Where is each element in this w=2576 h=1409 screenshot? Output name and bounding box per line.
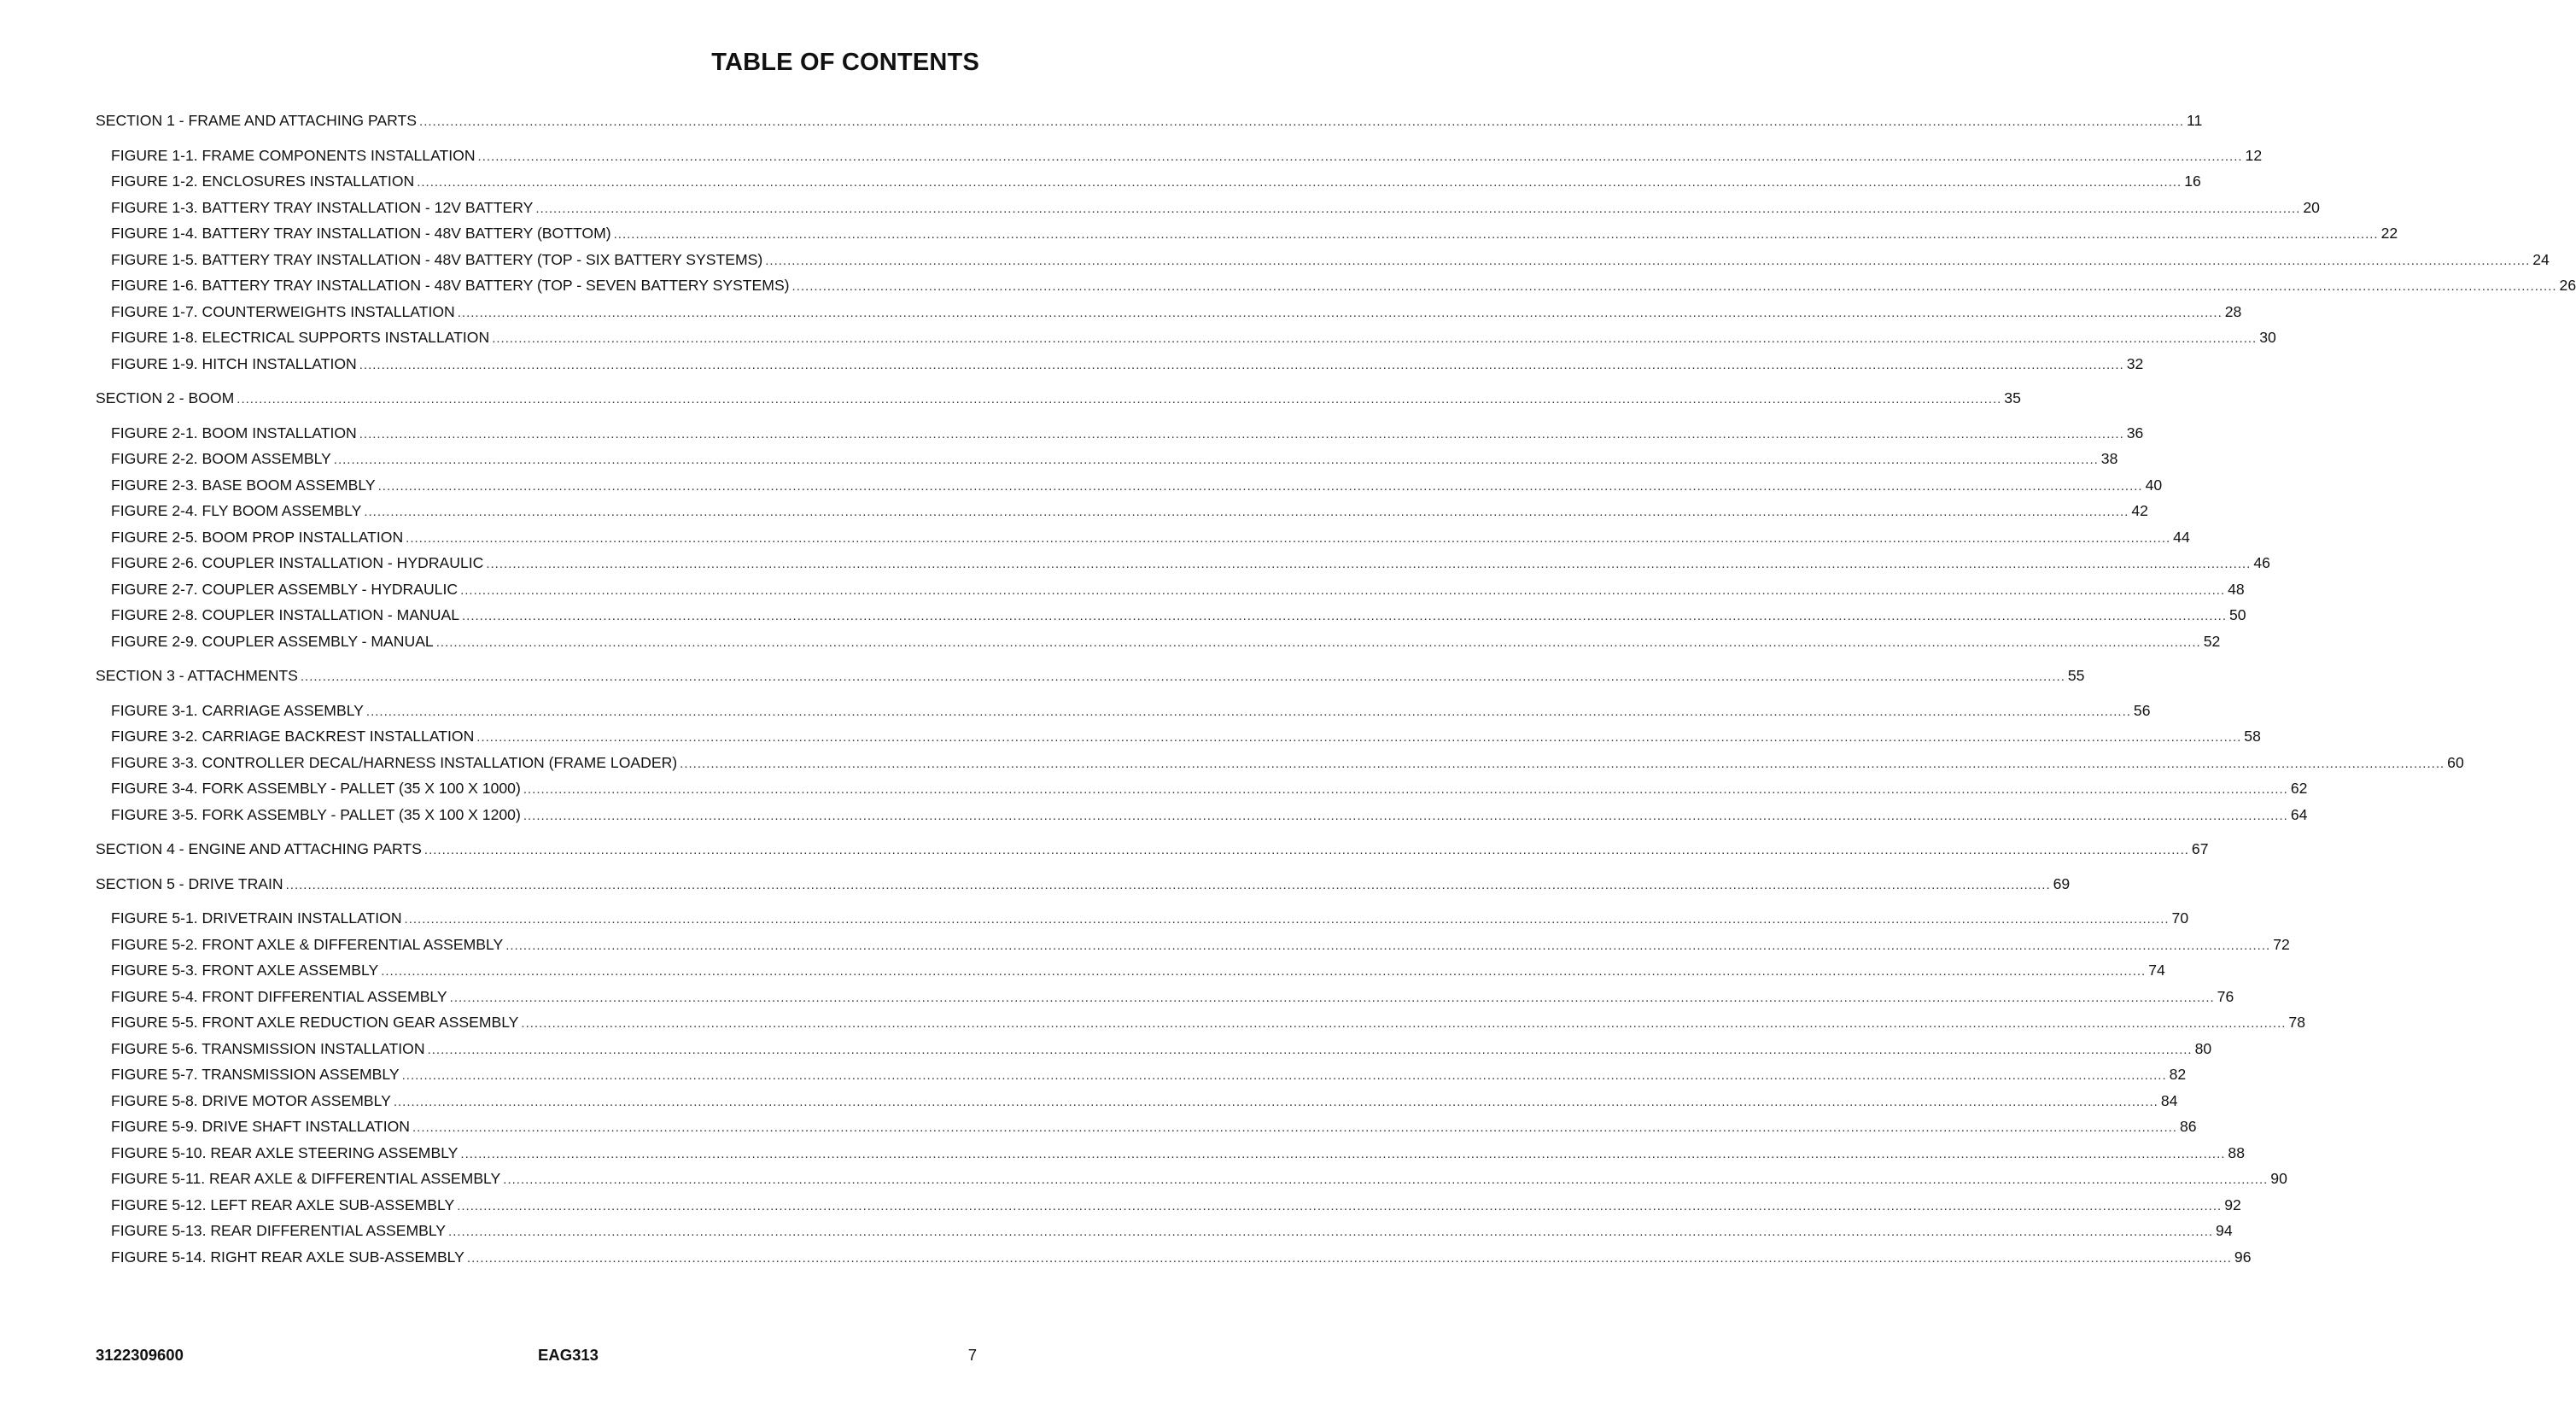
toc-entry-label: FIGURE 5-8. DRIVE MOTOR ASSEMBLY bbox=[111, 1092, 391, 1109]
toc-dot-leader: ................................................................................................................................................................................................................................................................................................................................................................................................................ bbox=[377, 479, 2143, 494]
toc-entry-label: FIGURE 5-7. TRANSMISSION ASSEMBLY bbox=[111, 1066, 400, 1083]
toc-entry-page: 46 bbox=[2253, 554, 2270, 571]
toc-entry-label: SECTION 3 - ATTACHMENTS bbox=[96, 667, 298, 684]
toc-entry-page: 76 bbox=[2217, 988, 2234, 1005]
toc-figure-entry[interactable] bbox=[111, 778, 2308, 798]
toc-entry-page: 58 bbox=[2244, 728, 2261, 745]
toc-entry-page: 80 bbox=[2194, 1040, 2212, 1057]
toc-dot-leader: ................................................................................................................................................................................................................................................................................................................................................................................................................ bbox=[462, 609, 2227, 623]
toc-dot-leader: ................................................................................................................................................................................................................................................................................................................................................................................................................ bbox=[359, 427, 2124, 441]
toc-entry-page: 20 bbox=[2303, 199, 2320, 216]
toc-entry-label: FIGURE 2-8. COUPLER INSTALLATION - MANUAL bbox=[111, 606, 459, 623]
toc-entry-label: FIGURE 5-4. FRONT DIFFERENTIAL ASSEMBLY bbox=[111, 988, 447, 1005]
toc-entry-label: FIGURE 5-11. REAR AXLE & DIFFERENTIAL ASSEMBLY bbox=[111, 1170, 501, 1187]
toc-entry-label: FIGURE 2-7. COUPLER ASSEMBLY - HYDRAULIC bbox=[111, 581, 459, 598]
toc-entry-page: 42 bbox=[2131, 502, 2148, 519]
toc-entry-label: SECTION 5 - DRIVE TRAIN bbox=[96, 875, 283, 892]
toc-dot-leader: ................................................................................................................................................................................................................................................................................................................................................................................................................ bbox=[791, 279, 2557, 294]
toc-dot-leader: ................................................................................................................................................................................................................................................................................................................................................................................................................ bbox=[680, 757, 2445, 771]
toc-figure-entry[interactable] bbox=[111, 726, 2261, 746]
toc-entry-label: SECTION 2 - BOOM bbox=[96, 389, 235, 406]
toc-entry-label: FIGURE 1-3. BATTERY TRAY INSTALLATION - 12V BATTERY bbox=[111, 199, 534, 216]
toc-dot-leader: ................................................................................................................................................................................................................................................................................................................................................................................................................ bbox=[457, 1199, 2223, 1213]
toc-dot-leader: ................................................................................................................................................................................................................................................................................................................................................................................................................ bbox=[765, 254, 2531, 268]
toc-figure-entry[interactable] bbox=[111, 448, 2118, 469]
toc-entry-page: 96 bbox=[2234, 1248, 2252, 1266]
toc-entry-label: FIGURE 2-2. BOOM ASSEMBLY bbox=[111, 450, 331, 467]
toc-dot-leader: ................................................................................................................................................................................................................................................................................................................................................................................................................ bbox=[492, 331, 2258, 346]
toc-entry-page: 16 bbox=[2184, 172, 2201, 190]
toc-figure-entry[interactable] bbox=[111, 605, 2246, 625]
toc-figure-entry[interactable] bbox=[111, 960, 2165, 980]
toc-entry-page: 52 bbox=[2203, 633, 2221, 650]
toc-entry-page: 22 bbox=[2380, 225, 2398, 242]
toc-section-entry[interactable] bbox=[96, 110, 2203, 131]
toc-entry-label: FIGURE 2-4. FLY BOOM ASSEMBLY bbox=[111, 502, 362, 519]
toc-figure-entry[interactable] bbox=[111, 1064, 2187, 1085]
toc-figure-entry[interactable] bbox=[111, 500, 2148, 521]
toc-figure-entry[interactable] bbox=[111, 301, 2242, 322]
toc-dot-leader: ................................................................................................................................................................................................................................................................................................................................................................................................................ bbox=[477, 149, 2243, 164]
toc-entry-label: FIGURE 3-1. CARRIAGE ASSEMBLY bbox=[111, 702, 364, 719]
toc-dot-leader: ................................................................................................................................................................................................................................................................................................................................................................................................................ bbox=[285, 878, 2051, 892]
toc-entry-label: FIGURE 2-9. COUPLER ASSEMBLY - MANUAL bbox=[111, 633, 434, 650]
toc-entry-page: 12 bbox=[2245, 147, 2263, 164]
toc-entry-label: FIGURE 5-2. FRONT AXLE & DIFFERENTIAL ASSEMBLY bbox=[111, 936, 504, 953]
toc-entry-page: 36 bbox=[2126, 424, 2144, 441]
toc-figure-entry[interactable] bbox=[111, 354, 2144, 374]
toc-entry-label: FIGURE 5-6. TRANSMISSION INSTALLATION bbox=[111, 1040, 425, 1057]
toc-section-entry[interactable] bbox=[96, 874, 2071, 894]
toc-entry-page: 64 bbox=[2290, 806, 2308, 823]
toc-entry-page: 48 bbox=[2228, 581, 2245, 598]
toc-figure-entry[interactable] bbox=[111, 223, 2398, 243]
toc-entry-page: 40 bbox=[2145, 476, 2163, 494]
toc-entry-label: FIGURE 3-2. CARRIAGE BACKREST INSTALLATION bbox=[111, 728, 475, 745]
toc-entry-page: 35 bbox=[2004, 389, 2021, 406]
toc-dot-leader: ................................................................................................................................................................................................................................................................................................................................................................................................................ bbox=[503, 1172, 2269, 1187]
toc-entry-page: 94 bbox=[2216, 1222, 2233, 1239]
toc-figure-entry[interactable] bbox=[111, 145, 2263, 166]
toc-figure-entry[interactable] bbox=[111, 908, 2189, 928]
toc-entry-page: 88 bbox=[2228, 1144, 2245, 1161]
toc-dot-leader: ................................................................................................................................................................................................................................................................................................................................................................................................................ bbox=[523, 809, 2288, 823]
toc-dot-leader: ................................................................................................................................................................................................................................................................................................................................................................................................................ bbox=[401, 1068, 2167, 1083]
toc-dot-leader: ................................................................................................................................................................................................................................................................................................................................................................................................................ bbox=[521, 1016, 2287, 1031]
toc-dot-leader: ................................................................................................................................................................................................................................................................................................................................................................................................................ bbox=[505, 938, 2271, 953]
toc-dot-leader: ................................................................................................................................................................................................................................................................................................................................................................................................................ bbox=[333, 453, 2099, 467]
toc-dot-leader: ................................................................................................................................................................................................................................................................................................................................................................................................................ bbox=[393, 1095, 2158, 1109]
toc-entry-page: 90 bbox=[2270, 1170, 2287, 1187]
toc-figure-entry[interactable] bbox=[111, 171, 2201, 191]
toc-figure-entry[interactable] bbox=[111, 527, 2190, 547]
toc-entry-page: 70 bbox=[2171, 909, 2189, 927]
toc-dot-leader: ................................................................................................................................................................................................................................................................................................................................................................................................................ bbox=[365, 704, 2131, 719]
toc-section-entry[interactable] bbox=[96, 388, 2021, 408]
toc-dot-leader: ................................................................................................................................................................................................................................................................................................................................................................................................................ bbox=[460, 1147, 2226, 1161]
toc-dot-leader: ................................................................................................................................................................................................................................................................................................................................................................................................................ bbox=[435, 635, 2201, 650]
toc-entry-label: FIGURE 1-6. BATTERY TRAY INSTALLATION - 48V BATTERY (TOP - SEVEN BATTERY SYSTEMS) bbox=[111, 277, 790, 294]
toc-entry-page: 38 bbox=[2100, 450, 2118, 467]
toc-dot-leader: ................................................................................................................................................................................................................................................................................................................................................................................................................ bbox=[535, 202, 2301, 216]
toc-entry-label: FIGURE 2-3. BASE BOOM ASSEMBLY bbox=[111, 476, 376, 494]
toc-entry-label: FIGURE 1-8. ELECTRICAL SUPPORTS INSTALLATION bbox=[111, 329, 490, 346]
toc-entry-page: 69 bbox=[2053, 875, 2071, 892]
toc-entry-label: FIGURE 5-10. REAR AXLE STEERING ASSEMBLY bbox=[111, 1144, 459, 1161]
footer-page-number: 7 bbox=[967, 1346, 977, 1364]
toc-entry-page: 62 bbox=[2290, 780, 2308, 797]
toc-entry-label: FIGURE 1-4. BATTERY TRAY INSTALLATION - 48V BATTERY (BOTTOM) bbox=[111, 225, 611, 242]
toc-figure-entry[interactable] bbox=[111, 1012, 2305, 1032]
toc-entry-page: 24 bbox=[2532, 251, 2550, 268]
toc-figure-entry[interactable] bbox=[111, 752, 2464, 773]
toc-entry-page: 30 bbox=[2259, 329, 2276, 346]
toc-figure-entry[interactable] bbox=[111, 804, 2308, 825]
toc-dot-leader: ................................................................................................................................................................................................................................................................................................................................................................................................................ bbox=[404, 912, 2170, 927]
toc-figure-entry[interactable] bbox=[111, 475, 2163, 495]
footer-model: EAG313 bbox=[538, 1346, 599, 1364]
toc-dot-leader: ................................................................................................................................................................................................................................................................................................................................................................................................................ bbox=[427, 1043, 2193, 1057]
toc-entry-page: 84 bbox=[2160, 1092, 2178, 1109]
toc-dot-leader: ................................................................................................................................................................................................................................................................................................................................................................................................................ bbox=[300, 669, 2065, 684]
toc-entry-label: FIGURE 5-5. FRONT AXLE REDUCTION GEAR ASSEMBLY bbox=[111, 1014, 519, 1031]
toc-entry-page: 67 bbox=[2191, 840, 2209, 857]
toc-entry-label: FIGURE 3-5. FORK ASSEMBLY - PALLET (35 X 100 X 1200) bbox=[111, 806, 521, 823]
toc-entry-label: FIGURE 3-3. CONTROLLER DECAL/HARNESS INSTALLATION (FRAME LOADER) bbox=[111, 754, 678, 771]
toc-figure-entry[interactable] bbox=[111, 197, 2320, 218]
toc-entry-page: 55 bbox=[2067, 667, 2085, 684]
toc-entry-label: FIGURE 1-2. ENCLOSURES INSTALLATION bbox=[111, 172, 415, 190]
toc-entry-label: FIGURE 1-1. FRAME COMPONENTS INSTALLATION bbox=[111, 147, 476, 164]
toc-figure-entry[interactable] bbox=[111, 1195, 2241, 1215]
page-title: TABLE OF CONTENTS bbox=[711, 49, 979, 76]
toc-figure-entry[interactable] bbox=[111, 934, 2290, 955]
toc-dot-leader: ................................................................................................................................................................................................................................................................................................................................................................................................................ bbox=[423, 843, 2189, 857]
toc-entry-page: 32 bbox=[2126, 355, 2144, 372]
toc-entry-label: FIGURE 5-14. RIGHT REAR AXLE SUB-ASSEMBLY bbox=[111, 1248, 464, 1266]
toc-entry-label: FIGURE 3-4. FORK ASSEMBLY - PALLET (35 X 100 X 1000) bbox=[111, 780, 521, 797]
toc-figure-entry[interactable] bbox=[111, 1038, 2212, 1059]
toc-figure-entry[interactable] bbox=[111, 423, 2144, 443]
toc-dot-leader: ................................................................................................................................................................................................................................................................................................................................................................................................................ bbox=[613, 227, 2379, 242]
toc-entry-page: 44 bbox=[2173, 529, 2190, 546]
toc-entry-page: 28 bbox=[2224, 303, 2242, 320]
toc-figure-entry[interactable] bbox=[111, 1220, 2233, 1241]
footer-doc-number: 3122309600 bbox=[96, 1346, 184, 1364]
toc-entry-page: 82 bbox=[2169, 1066, 2187, 1083]
toc-entry-label: FIGURE 1-5. BATTERY TRAY INSTALLATION - 48V BATTERY (TOP - SIX BATTERY SYSTEMS) bbox=[111, 251, 763, 268]
toc-entry-page: 56 bbox=[2133, 702, 2151, 719]
toc-entry-label: FIGURE 5-1. DRIVETRAIN INSTALLATION bbox=[111, 909, 402, 927]
toc-entry-label: SECTION 1 - FRAME AND ATTACHING PARTS bbox=[96, 112, 418, 129]
toc-dot-leader: ................................................................................................................................................................................................................................................................................................................................................................................................................ bbox=[359, 358, 2124, 372]
toc-entry-page: 92 bbox=[2224, 1196, 2241, 1213]
toc-dot-leader: ................................................................................................................................................................................................................................................................................................................................................................................................................ bbox=[466, 1251, 2232, 1266]
toc-entry-page: 86 bbox=[2179, 1118, 2197, 1135]
toc-dot-leader: ................................................................................................................................................................................................................................................................................................................................................................................................................ bbox=[476, 730, 2242, 745]
toc-figure-entry[interactable] bbox=[111, 700, 2151, 721]
toc-figure-entry[interactable] bbox=[111, 552, 2270, 573]
toc-entry-label: FIGURE 5-12. LEFT REAR AXLE SUB-ASSEMBLY bbox=[111, 1196, 455, 1213]
toc-figure-entry[interactable] bbox=[111, 327, 2276, 348]
toc-figure-entry[interactable] bbox=[111, 1116, 2197, 1137]
toc-dot-leader: ................................................................................................................................................................................................................................................................................................................................................................................................................ bbox=[364, 505, 2129, 519]
toc-entry-page: 60 bbox=[2447, 754, 2464, 771]
toc-entry-label: FIGURE 1-9. HITCH INSTALLATION bbox=[111, 355, 357, 372]
toc-dot-leader: ................................................................................................................................................................................................................................................................................................................................................................................................................ bbox=[412, 1120, 2177, 1135]
toc-entry-page: 72 bbox=[2273, 936, 2290, 953]
toc-figure-entry[interactable] bbox=[111, 275, 2576, 295]
toc-dot-leader: ................................................................................................................................................................................................................................................................................................................................................................................................................ bbox=[460, 583, 2226, 598]
toc-dot-leader: ................................................................................................................................................................................................................................................................................................................................................................................................................ bbox=[381, 964, 2147, 979]
toc-figure-entry[interactable] bbox=[111, 1090, 2178, 1111]
toc-dot-leader: ................................................................................................................................................................................................................................................................................................................................................................................................................ bbox=[457, 306, 2223, 320]
toc-figure-entry[interactable] bbox=[111, 631, 2221, 652]
toc-figure-entry[interactable] bbox=[111, 1168, 2287, 1189]
toc-section-entry[interactable] bbox=[96, 665, 2085, 686]
toc-dot-leader: ................................................................................................................................................................................................................................................................................................................................................................................................................ bbox=[237, 392, 2002, 406]
toc-dot-leader: ................................................................................................................................................................................................................................................................................................................................................................................................................ bbox=[449, 991, 2215, 1005]
toc-figure-entry[interactable] bbox=[111, 1247, 2252, 1267]
toc-dot-leader: ................................................................................................................................................................................................................................................................................................................................................................................................................ bbox=[486, 557, 2252, 571]
toc-entry-label: FIGURE 2-5. BOOM PROP INSTALLATION bbox=[111, 529, 404, 546]
toc-dot-leader: ................................................................................................................................................................................................................................................................................................................................................................................................................ bbox=[406, 531, 2171, 546]
toc-entry-page: 50 bbox=[2229, 606, 2246, 623]
toc-dot-leader: ................................................................................................................................................................................................................................................................................................................................................................................................................ bbox=[417, 175, 2182, 190]
toc-entry-label: FIGURE 5-13. REAR DIFFERENTIAL ASSEMBLY bbox=[111, 1222, 447, 1239]
toc-entry-label: SECTION 4 - ENGINE AND ATTACHING PARTS bbox=[96, 840, 422, 857]
toc-section-entry[interactable] bbox=[96, 839, 2209, 859]
toc-entry-label: FIGURE 5-3. FRONT AXLE ASSEMBLY bbox=[111, 962, 379, 979]
toc-figure-entry[interactable] bbox=[111, 249, 2550, 270]
toc-entry-label: FIGURE 2-6. COUPLER INSTALLATION - HYDRAULIC bbox=[111, 554, 484, 571]
toc-entry-label: FIGURE 2-1. BOOM INSTALLATION bbox=[111, 424, 357, 441]
toc-figure-entry[interactable] bbox=[111, 579, 2245, 599]
toc-entry-page: 11 bbox=[2187, 112, 2203, 129]
toc-dot-leader: ................................................................................................................................................................................................................................................................................................................................................................................................................ bbox=[448, 1225, 2214, 1239]
toc-entry-page: 74 bbox=[2148, 962, 2165, 979]
toc-entry-label: FIGURE 5-9. DRIVE SHAFT INSTALLATION bbox=[111, 1118, 410, 1135]
toc-dot-leader: ................................................................................................................................................................................................................................................................................................................................................................................................................ bbox=[419, 114, 2185, 129]
toc-entry-label: FIGURE 1-7. COUNTERWEIGHTS INSTALLATION bbox=[111, 303, 455, 320]
toc-figure-entry[interactable] bbox=[111, 1143, 2245, 1163]
toc-entry-page: 26 bbox=[2559, 277, 2576, 294]
toc-figure-entry[interactable] bbox=[111, 986, 2234, 1007]
toc-entry-page: 78 bbox=[2288, 1014, 2305, 1031]
toc-dot-leader: ................................................................................................................................................................................................................................................................................................................................................................................................................ bbox=[523, 782, 2288, 797]
